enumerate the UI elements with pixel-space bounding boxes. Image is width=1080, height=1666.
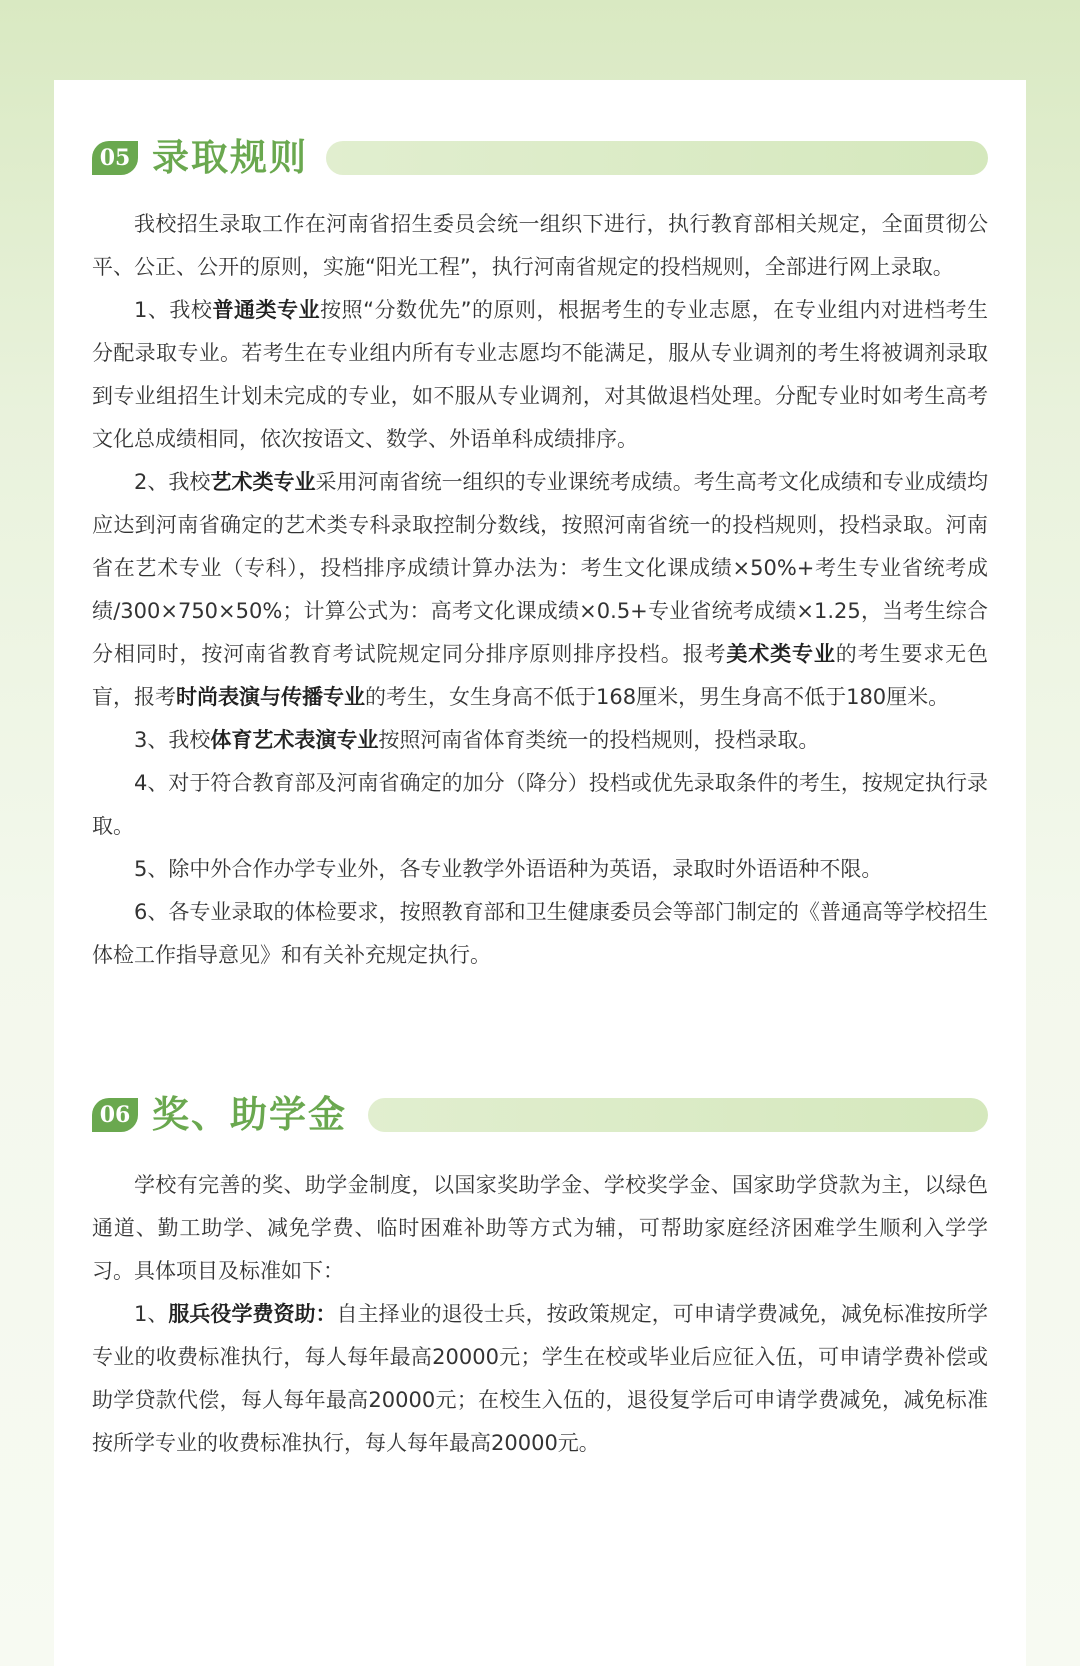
scholarships-content [92, 1164, 988, 1465]
bold-term: 普通类专业 [212, 298, 321, 322]
bold-term: 美术类专业 [726, 642, 836, 666]
text-span: 1、 [134, 1302, 169, 1326]
paragraph-rule-3 [92, 719, 988, 762]
bold-term: 体育艺术表演专业 [210, 728, 379, 752]
section-title-bar [326, 141, 988, 175]
section-title-bar [368, 1098, 988, 1132]
text-span: 2、我校 [134, 470, 211, 494]
section-number-badge: 06 [92, 1098, 138, 1132]
text-span: 按照“分数优先”的原则，根据考生的专业志愿，在专业组内对进档考生分配录取专业。若考生在专业组内所有专业志愿均不能满足，服从专业调剂的考生将被调剂录取到专业组招生计划未完成的专业，如不服从专业调剂，对其做退档处理。分配专业时如考生高考文化总成绩相同，依次按语文、数学、外语单科成绩排序。 [92, 298, 988, 451]
section-title: 录取规则 [152, 136, 308, 179]
paragraph-intro: 学校有完善的奖、助学金制度，以国家奖助学金、学校奖学金、国家助学贷款为主，以绿色通道、勤工助学、减免学费、临时困难补助等方式为辅，可帮助家庭经济困难学生顺利入学学习。具体项目及标准如下： [92, 1173, 988, 1283]
paragraph-item-1 [92, 1293, 988, 1465]
admission-rules-content [92, 203, 988, 977]
text-span: 按照河南省体育类统一的投档规则，投档录取。 [378, 728, 820, 752]
text-span: 自主择业的退役士兵，按政策规定，可申请学费减免，减免标准按所学专业的收费标准执行，每人每年最高20000元；学生在校或毕业后应征入伍，可申请学费补偿或助学贷款代偿，每人每年最高20000元；在校生入伍的，退役复学后可申请学费减免，减免标准按所学专业的收费标准执行，每人每年最高20000元。 [92, 1302, 988, 1455]
section-number-badge: 05 [92, 141, 138, 175]
text-span: 的考生，女生身高不低于168厘米，男生身高不低于180厘米。 [365, 685, 950, 709]
paragraph-rule-5: 5、除中外合作办学专业外，各专业教学外语语种为英语，录取时外语语种不限。 [134, 857, 883, 881]
bold-term: 服兵役学费资助： [168, 1302, 337, 1326]
bold-term: 艺术类专业 [210, 470, 316, 494]
section-header-scholarships [92, 1090, 988, 1140]
section-header-admission-rules [92, 133, 988, 183]
text-span: 采用河南省统一组织的专业课统考成绩。考生高考文化成绩和专业成绩均应达到河南省确定的艺术类专科录取控制分数线，按照河南省统一的投档规则，投档录取。河南省在艺术专业（专科），投档排序成绩计算办法为：考生文化课成绩×50%+考生专业省统考成绩/300×750×50%；计算公式为：高考文化课成绩×0.5+专业省统考成绩×1.25，当考生综合分相同时，按河南省教育考试院规定同分排序原则排序投档。报考 [92, 470, 988, 666]
text-span: 1、我校 [134, 298, 213, 322]
paragraph-rule-6: 6、各专业录取的体检要求，按照教育部和卫生健康委员会等部门制定的《普通高等学校招生体检工作指导意见》和有关补充规定执行。 [92, 900, 988, 967]
bold-term: 时尚表演与传播专业 [176, 685, 365, 709]
paragraph-intro: 我校招生录取工作在河南省招生委员会统一组织下进行，执行教育部相关规定，全面贯彻公平、公正、公开的原则，实施“阳光工程”，执行河南省规定的投档规则，全部进行网上录取。 [92, 212, 988, 279]
text-span: 的考生要求无色盲，报考 [92, 642, 988, 709]
paragraph-rule-4: 4、对于符合教育部及河南省确定的加分（降分）投档或优先录取条件的考生，按规定执行录取。 [92, 771, 988, 838]
text-span: 3、我校 [134, 728, 211, 752]
section-title: 奖、助学金 [152, 1093, 347, 1136]
paragraph-rule-1 [92, 289, 988, 461]
paragraph-rule-2 [92, 461, 988, 719]
